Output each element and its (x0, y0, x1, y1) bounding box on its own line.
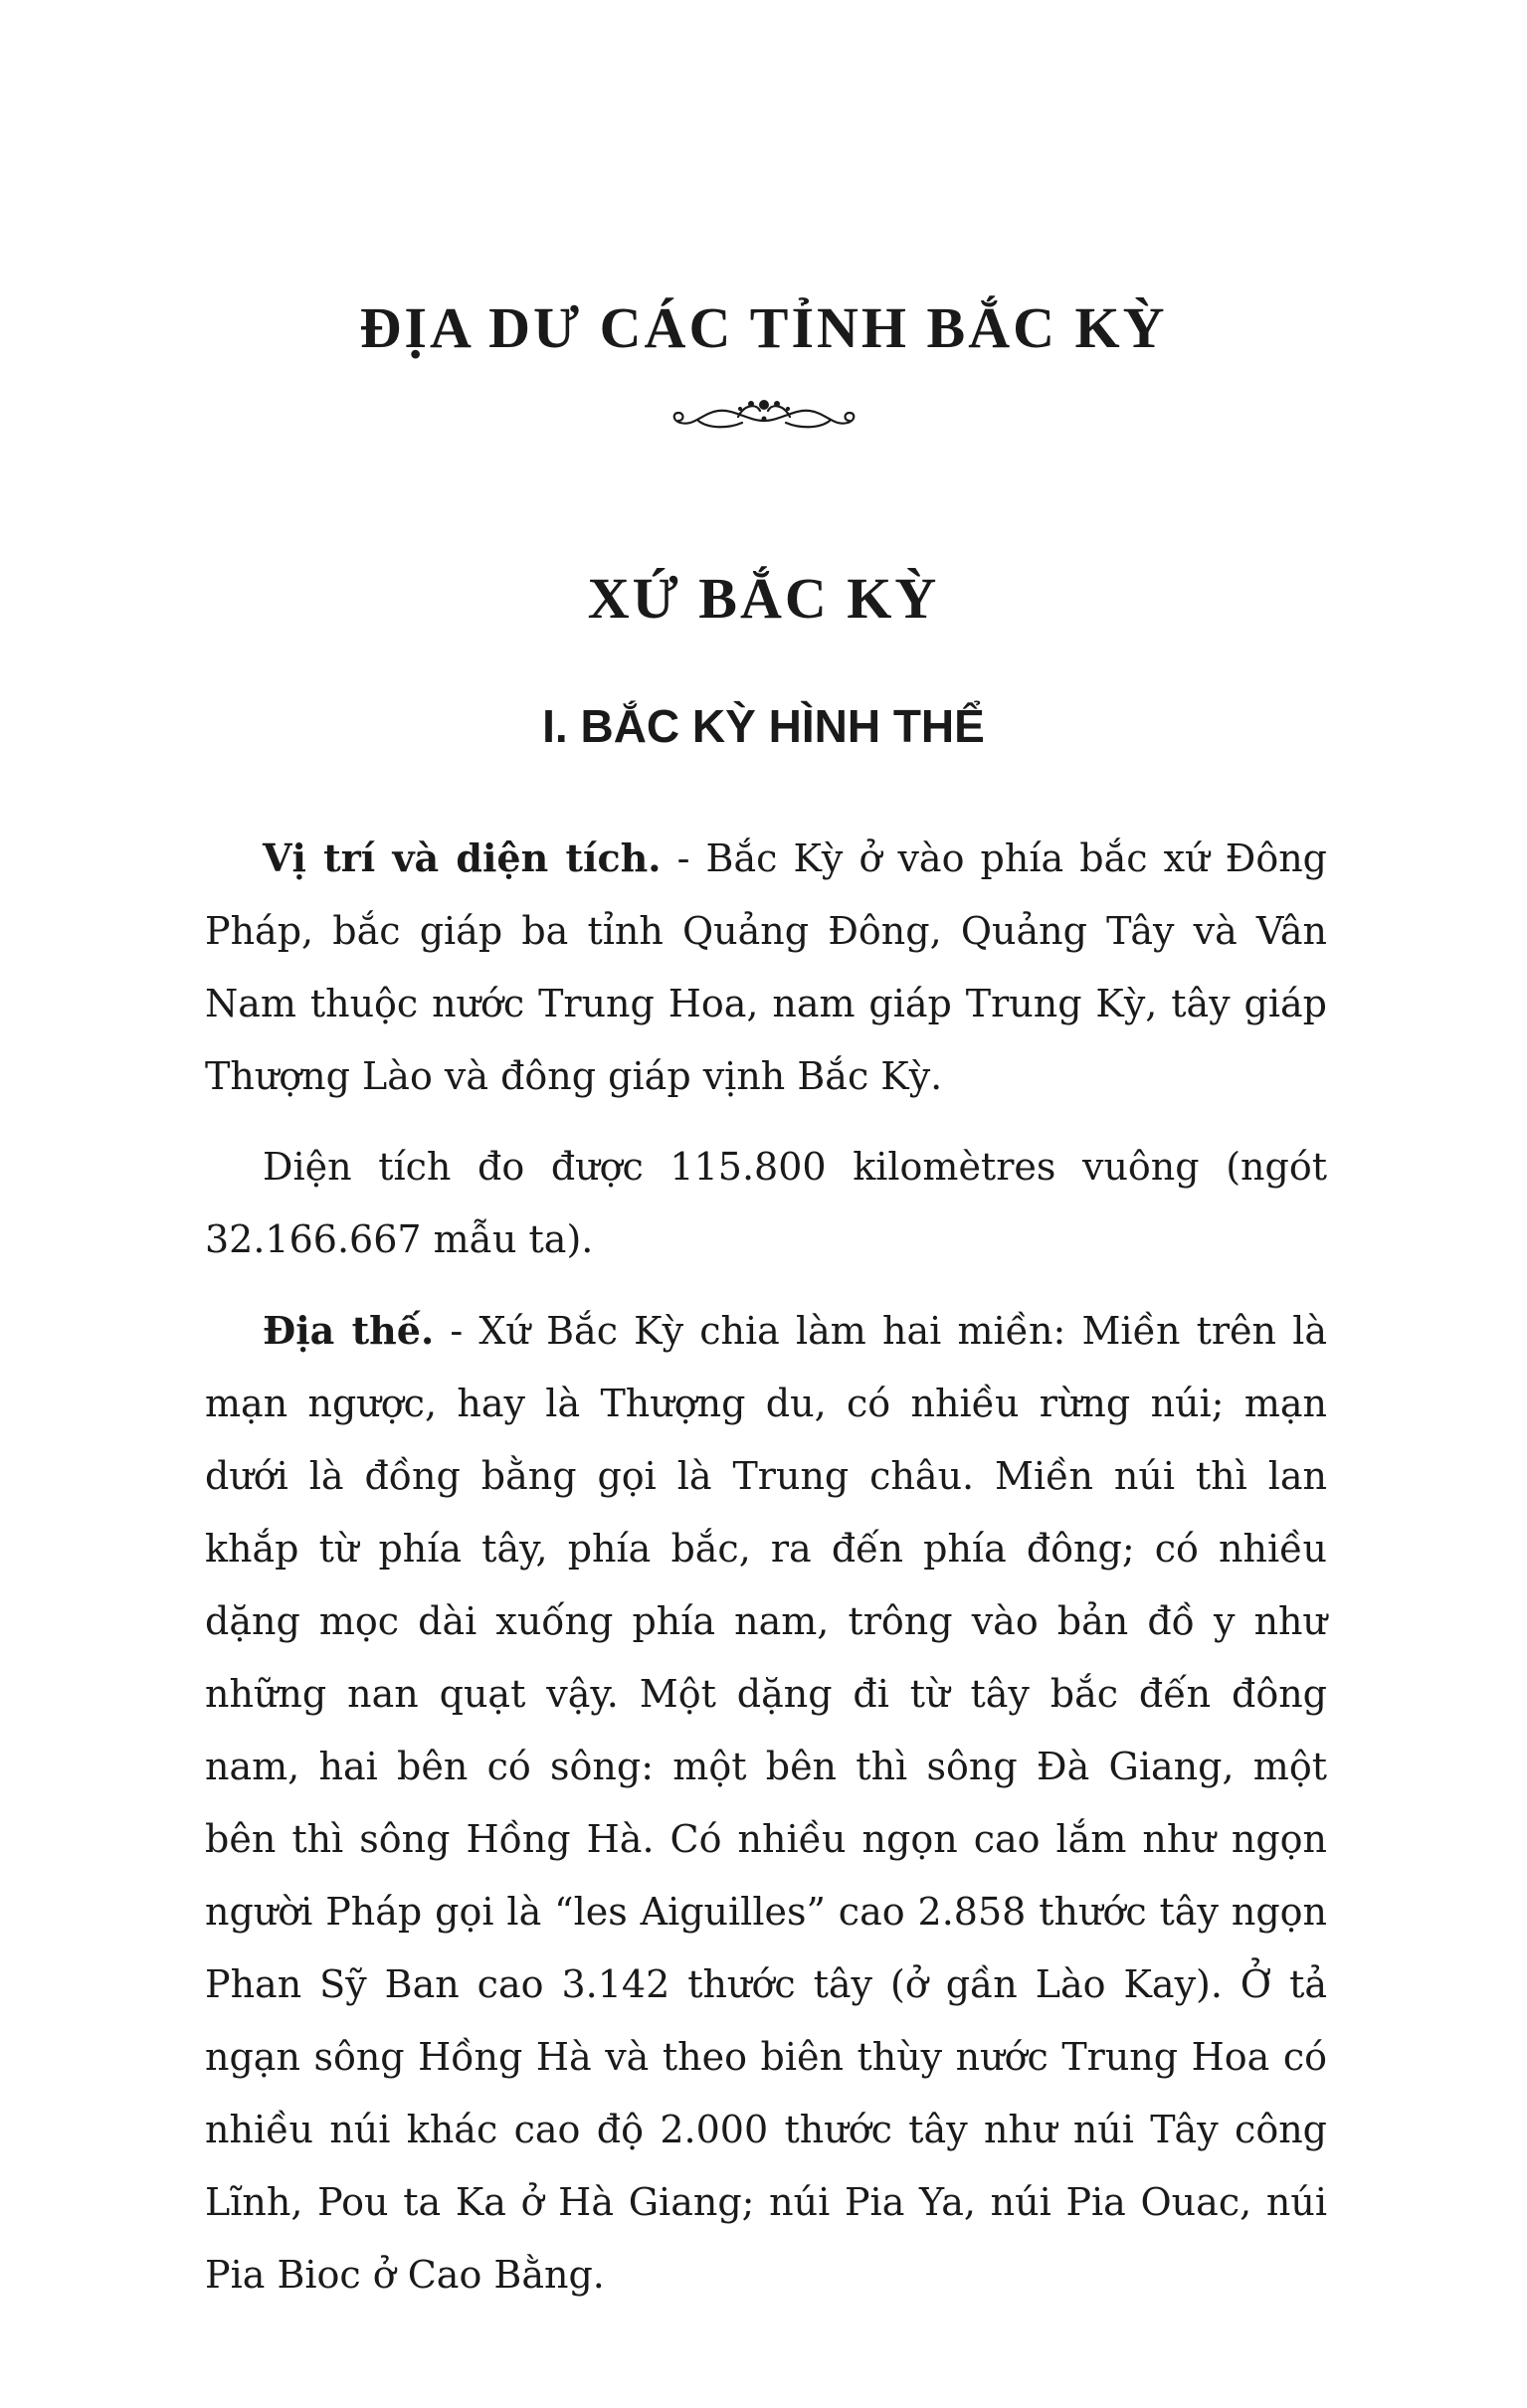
paragraph-area (205, 1131, 1327, 1276)
paragraph-heading: Vị trí và diện tích. (263, 835, 662, 880)
section-title: I. BẮC KỲ HÌNH THỂ (542, 700, 985, 752)
body-text (205, 822, 1327, 2329)
book-title: ĐỊA DƯ CÁC TỈNH BẮC KỲ (359, 295, 1168, 360)
paragraph-terrain (205, 1294, 1327, 2312)
paragraph-location (205, 822, 1327, 1113)
paragraph-text: Diện tích đo được 115.800 kilomètres vuông (ngót 32.166.667 mẫu ta). (205, 1145, 1327, 1261)
paragraph-text: - Xứ Bắc Kỳ chia làm hai miền: Miền trên là mạn ngược, hay là Thượng du, có nhiều rừng núi; mạn dưới là đồng bằng gọi là Trung châu. Miền núi thì lan khắp từ phía tây, phía bắc, ra đến phía đông; có nhiều dặng mọc dài xuống phía nam, trông vào bản đồ y như những nan quạt vậy. Một dặng đi từ tây bắc đến đông nam, hai bên có sông: một bên thì sông Đà Giang, một bên thì sông Hồng Hà. Có nhiều ngọn cao lắm như ngọn người Pháp gọi là “les Aiguilles” cao 2.858 thước tây ngọn Phan Sỹ Ban cao 3.142 thước tây (ở gần Lào Kay). Ở tả ngạn sông Hồng Hà và theo biên thùy nước Trung Hoa có nhiều núi khác cao độ 2.000 thước tây như núi Tây công Lĩnh, Pou ta Ka ở Hà Giang; núi Pia Ya, núi Pia Ouac, núi Pia Bioc ở Cao Bằng. (205, 1309, 1327, 2297)
flourish-ornament-icon (668, 391, 859, 437)
paragraph-text: - Bắc Kỳ ở vào phía bắc xứ Đông Pháp, bắc giáp ba tỉnh Quảng Đông, Quảng Tây và Vân Nam thuộc nước Trung Hoa, nam giáp Trung Kỳ, tây giáp Thượng Lào và đông giáp vịnh Bắc Kỳ. (205, 836, 1327, 1098)
paragraph-heading: Địa thế. (263, 1308, 435, 1353)
chapter-title: XỨ BẮC KỲ (587, 566, 940, 631)
